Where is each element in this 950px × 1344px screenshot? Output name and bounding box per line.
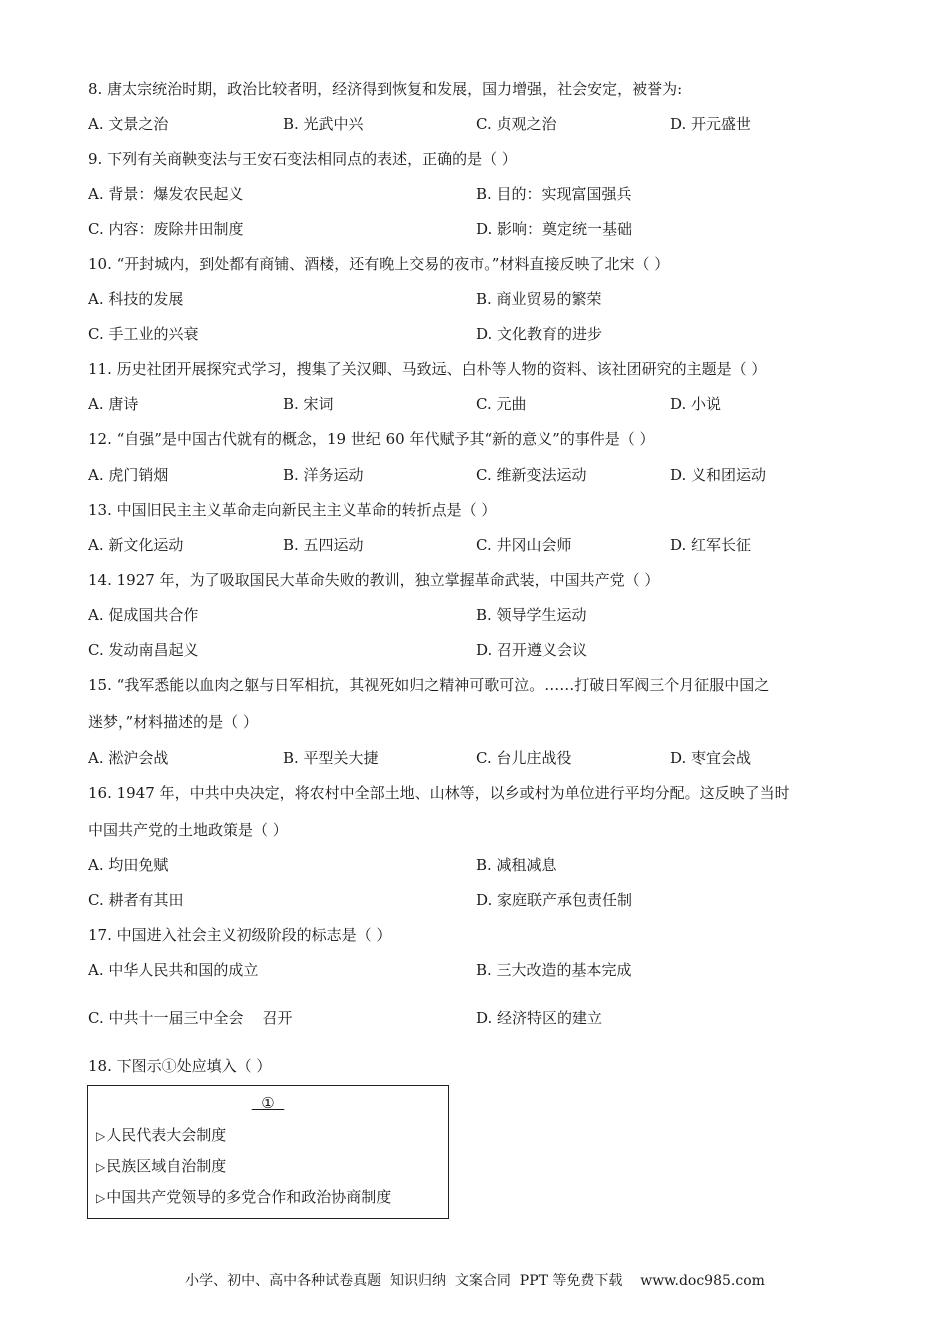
question-8-option-d: D. 开元盛世 <box>670 115 752 133</box>
question-9-option-d: D. 影响：奠定统一基础 <box>476 220 633 238</box>
question-17-option-a: A. 中华人民共和国的成立 <box>88 961 259 979</box>
question-12-option-d: D. 义和团运动 <box>670 466 767 484</box>
question-10-stem: 10. “开封城内，到处都有商铺、酒楼，还有晚上交易的夜市。”材料直接反映了北宋（ ） <box>88 255 670 273</box>
question-8-option-b: B. 光武中兴 <box>283 115 364 133</box>
question-10-option-c: C. 手工业的兴衰 <box>88 325 199 343</box>
question-16-option-c: C. 耕者有其田 <box>88 891 184 909</box>
question-16-option-a: A. 均田免赋 <box>88 856 169 874</box>
question-14-stem: 14. 1927 年，为了吸取国民大革命失败的教训，独立掌握革命武装，中国共产党（ ） <box>88 571 660 589</box>
question-18-stem: 18. 下图示①处应填入（ ） <box>88 1057 272 1075</box>
question-13-option-b: B. 五四运动 <box>283 536 364 554</box>
question-15-option-c: C. 台儿庄战役 <box>476 749 572 767</box>
question-12-option-b: B. 洋务运动 <box>283 466 364 484</box>
question-11-option-a: A. 唐诗 <box>88 395 139 413</box>
question-13-option-a: A. 新文化运动 <box>88 536 184 554</box>
question-12-option-c: C. 维新变法运动 <box>476 466 587 484</box>
figure-item <box>96 1124 226 1145</box>
question-15-stem: 15. “我军悉能以血肉之躯与日军相抗，其视死如归之精神可歌可泣。……打破日军阀三个月征服中国之 <box>88 676 770 694</box>
question-17-option-c: C. 中共十一届三中全会 召开 <box>88 1009 293 1027</box>
figure-item <box>96 1186 391 1207</box>
question-12-stem: 12. “自强”是中国古代就有的概念，19 世纪 60 年代赋予其“新的意义”的事件是（ ） <box>88 430 655 448</box>
figure-box <box>87 1085 449 1219</box>
question-14-option-a: A. 促成国共合作 <box>88 606 199 624</box>
question-16-option-d: D. 家庭联产承包责任制 <box>476 891 633 909</box>
question-15-option-b: B. 平型关大捷 <box>283 749 379 767</box>
question-17-stem: 17. 中国进入社会主义初级阶段的标志是（ ） <box>88 926 392 944</box>
figure-item-label: 人民代表大会制度 <box>106 1126 227 1144</box>
question-15-stem-line2: 迷梦，”材料描述的是（ ） <box>88 713 258 731</box>
question-16-stem-line2: 中国共产党的土地政策是（ ） <box>88 821 288 839</box>
question-14-option-d: D. 召开遵义会议 <box>476 641 588 659</box>
question-14-option-c: C. 发动南昌起义 <box>88 641 199 659</box>
question-8-option-c: C. 贞观之治 <box>476 115 557 133</box>
question-13-stem: 13. 中国旧民主主义革命走向新民主主义革命的转折点是（ ） <box>88 501 497 519</box>
question-8-option-a: A. 文景之治 <box>88 115 169 133</box>
question-15-option-d: D. 枣宜会战 <box>670 749 752 767</box>
question-12-option-a: A. 虎门销烟 <box>88 466 169 484</box>
triangle-icon: ▷ <box>96 1129 106 1143</box>
question-16-option-b: B. 减租减息 <box>476 856 557 874</box>
figure-blank-label: ① <box>251 1094 285 1112</box>
question-10-option-d: D. 文化教育的进步 <box>476 325 603 343</box>
question-9-option-a: A. 背景：爆发农民起义 <box>88 185 244 203</box>
question-8-stem: 8. 唐太宗统治时期，政治比较者明，经济得到恢复和发展，国力增强，社会安定，被誉为: <box>88 80 683 98</box>
question-13-option-d: D. 红军长征 <box>670 536 752 554</box>
question-11-option-c: C. 元曲 <box>476 395 527 413</box>
question-16-stem: 16. 1947 年，中共中央决定，将农村中全部土地、山林等，以乡或村为单位进行平均分配。这反映了当时 <box>88 784 790 802</box>
question-9-stem: 9. 下列有关商鞅变法与王安石变法相同点的表述，正确的是（ ） <box>88 150 517 168</box>
triangle-icon: ▷ <box>96 1160 106 1174</box>
question-10-option-a: A. 科技的发展 <box>88 290 184 308</box>
question-15-option-a: A. 淞沪会战 <box>88 749 169 767</box>
question-9-option-c: C. 内容：废除井田制度 <box>88 220 244 238</box>
page-footer: 小学、初中、高中各种试卷真题 知识归纳 文案合同 PPT 等免费下载 www.doc985.com <box>185 1273 765 1289</box>
triangle-icon: ▷ <box>96 1191 106 1205</box>
question-11-option-d: D. 小说 <box>670 395 722 413</box>
question-13-option-c: C. 井冈山会师 <box>476 536 572 554</box>
question-17-option-b: B. 三大改造的基本完成 <box>476 961 632 979</box>
question-9-option-b: B. 目的：实现富国强兵 <box>476 185 632 203</box>
figure-item <box>96 1155 226 1176</box>
question-10-option-b: B. 商业贸易的繁荣 <box>476 290 602 308</box>
figure-item-label: 民族区域自治制度 <box>106 1157 227 1175</box>
question-17-option-d: D. 经济特区的建立 <box>476 1009 603 1027</box>
question-14-option-b: B. 领导学生运动 <box>476 606 587 624</box>
question-11-option-b: B. 宋词 <box>283 395 334 413</box>
question-11-stem: 11. 历史社团开展探究式学习，搜集了关汉卿、马致远、白朴等人物的资料、该社团研究的主题是（ ） <box>88 360 767 378</box>
figure-item-label: 中国共产党领导的多党合作和政治协商制度 <box>106 1188 392 1206</box>
